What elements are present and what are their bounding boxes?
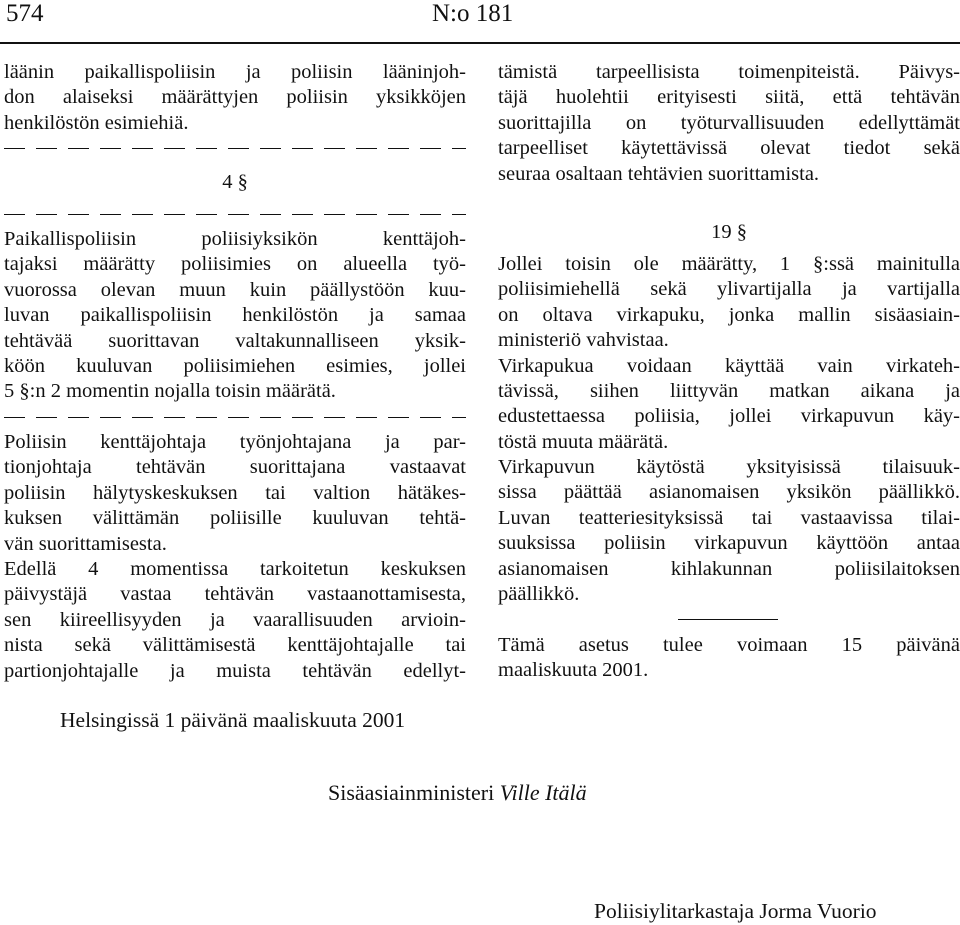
text-line: ministeriö vahvistaa.: [498, 329, 669, 352]
text-line: tehtävää suorittavan valtakunnalliseen yksik-: [4, 329, 466, 352]
inspector-signature: Poliisiylitarkastaja Jorma Vuorio: [594, 899, 877, 923]
right-column: [498, 60, 960, 684]
text-line: tävissä, siihen liittyvän matkan aikana ja: [498, 379, 960, 402]
omission-dash-rule: [4, 136, 466, 161]
text-line: täjä huolehtii erityisesti siitä, että tehtävän: [498, 86, 960, 109]
text-line: edustettaessa poliisia, jollei virkapuvun käy-: [498, 405, 960, 428]
text-line: Paikallispoliisin poliisiyksikön kenttäjoh-: [4, 227, 466, 250]
text-line: suorittajilla on työturvallisuuden edellyttämät: [498, 111, 960, 134]
text-line: seuraa osaltaan tehtävien suorittamista.: [498, 162, 820, 185]
text-line: Tämä asetus tulee voimaan 15 päivänä: [498, 633, 960, 656]
text-line: don alaiseksi määrättyjen poliisin yksikköjen: [4, 86, 466, 109]
text-line: sen kiireellisyyden ja vaarallisuuden arvioin-: [4, 608, 466, 631]
text-line: Virkapukua voidaan käyttää vain virkateh-: [498, 354, 960, 377]
text-line: on oltava virkapuku, jonka mallin sisäasiain-: [498, 303, 960, 326]
place-and-date: Helsingissä 1 päivänä maaliskuuta 2001: [60, 708, 406, 732]
text-line: tionjohtaja tehtävän suorittajana vastaavat: [4, 456, 466, 479]
text-line: partionjohtajalle ja muista tehtävän edellyt-: [4, 659, 466, 682]
text-line: Edellä 4 momentissa tarkoitetun keskuksen: [4, 558, 466, 581]
text-line: poliisin hälytyskeskuksen tai valtion hätäkes-: [4, 481, 466, 504]
text-line: päivystäjä vastaa tehtävän vastaanottamisesta,: [4, 583, 466, 606]
left-column: [4, 60, 466, 684]
header-rule: [0, 42, 960, 44]
text-line: vän suorittamisesta.: [4, 532, 167, 555]
text-line: 5 §:n 2 momentin nojalla toisin määrätä.: [4, 380, 336, 403]
text-line: tarpeelliset käytettävissä olevat tiedot sekä: [498, 137, 960, 160]
text-line: läänin paikallispoliisin ja poliisin lääninjoh-: [4, 61, 466, 83]
text-line: tajaksi määrätty poliisimies on alueella työ-: [4, 253, 466, 276]
text-line: töstä muuta määrätä.: [498, 430, 669, 453]
omission-dash-rule: [4, 202, 466, 227]
section-heading-19: 19 §: [711, 220, 747, 243]
omission-dash-rule: [4, 405, 466, 430]
text-line: kuksen välittämän poliisille kuuluvan tehtä-: [4, 507, 466, 530]
text-line: henkilöstön esimiehiä.: [4, 111, 189, 134]
text-line: suuksissa poliisin virkapuvun käyttöön antaa: [498, 532, 960, 555]
text-line: poliisimiehellä sekä ylivartijalla ja vartijalla: [498, 278, 960, 301]
text-line: Virkapuvun käytöstä yksityisissä tilaisuuk-: [498, 456, 960, 479]
statute-number: N:o 181: [432, 0, 514, 27]
page-number: 574: [6, 0, 44, 27]
minister-signature: [328, 780, 587, 806]
text-line: maaliskuuta 2001.: [498, 659, 649, 682]
minister-name: Ville Itälä: [499, 780, 587, 805]
text-line: Luvan teatteriesityksissä tai vastaavissa tilai-: [498, 506, 960, 529]
separator-rule: [498, 607, 960, 632]
section-heading-4: 4 §: [222, 170, 248, 193]
text-line: luvan paikallispoliisin henkilöstön ja samaa: [4, 304, 466, 327]
text-line: Jollei toisin ole määrätty, 1 §:ssä mainitulla: [498, 252, 960, 275]
text-line: päällikkö.: [498, 583, 580, 606]
text-line: nista sekä välittämisestä kenttäjohtajalle tai: [4, 634, 466, 657]
text-line: Poliisin kenttäjohtaja työnjohtajana ja par-: [4, 431, 466, 454]
minister-title: Sisäasiainministeri: [328, 780, 495, 805]
text-line: sissa päättää asianomaisen yksikön päällikkö.: [498, 481, 960, 504]
text-line: köön kuuluvan poliisimiehen esimies, jollei: [4, 354, 466, 377]
text-line: vuorossa olevan muun kuin päällystöön kuu-: [4, 278, 466, 301]
text-line: asianomaisen kihlakunnan poliisilaitoksen: [498, 557, 960, 580]
text-line: tämistä tarpeellisista toimenpiteistä. Päivys-: [498, 61, 960, 83]
